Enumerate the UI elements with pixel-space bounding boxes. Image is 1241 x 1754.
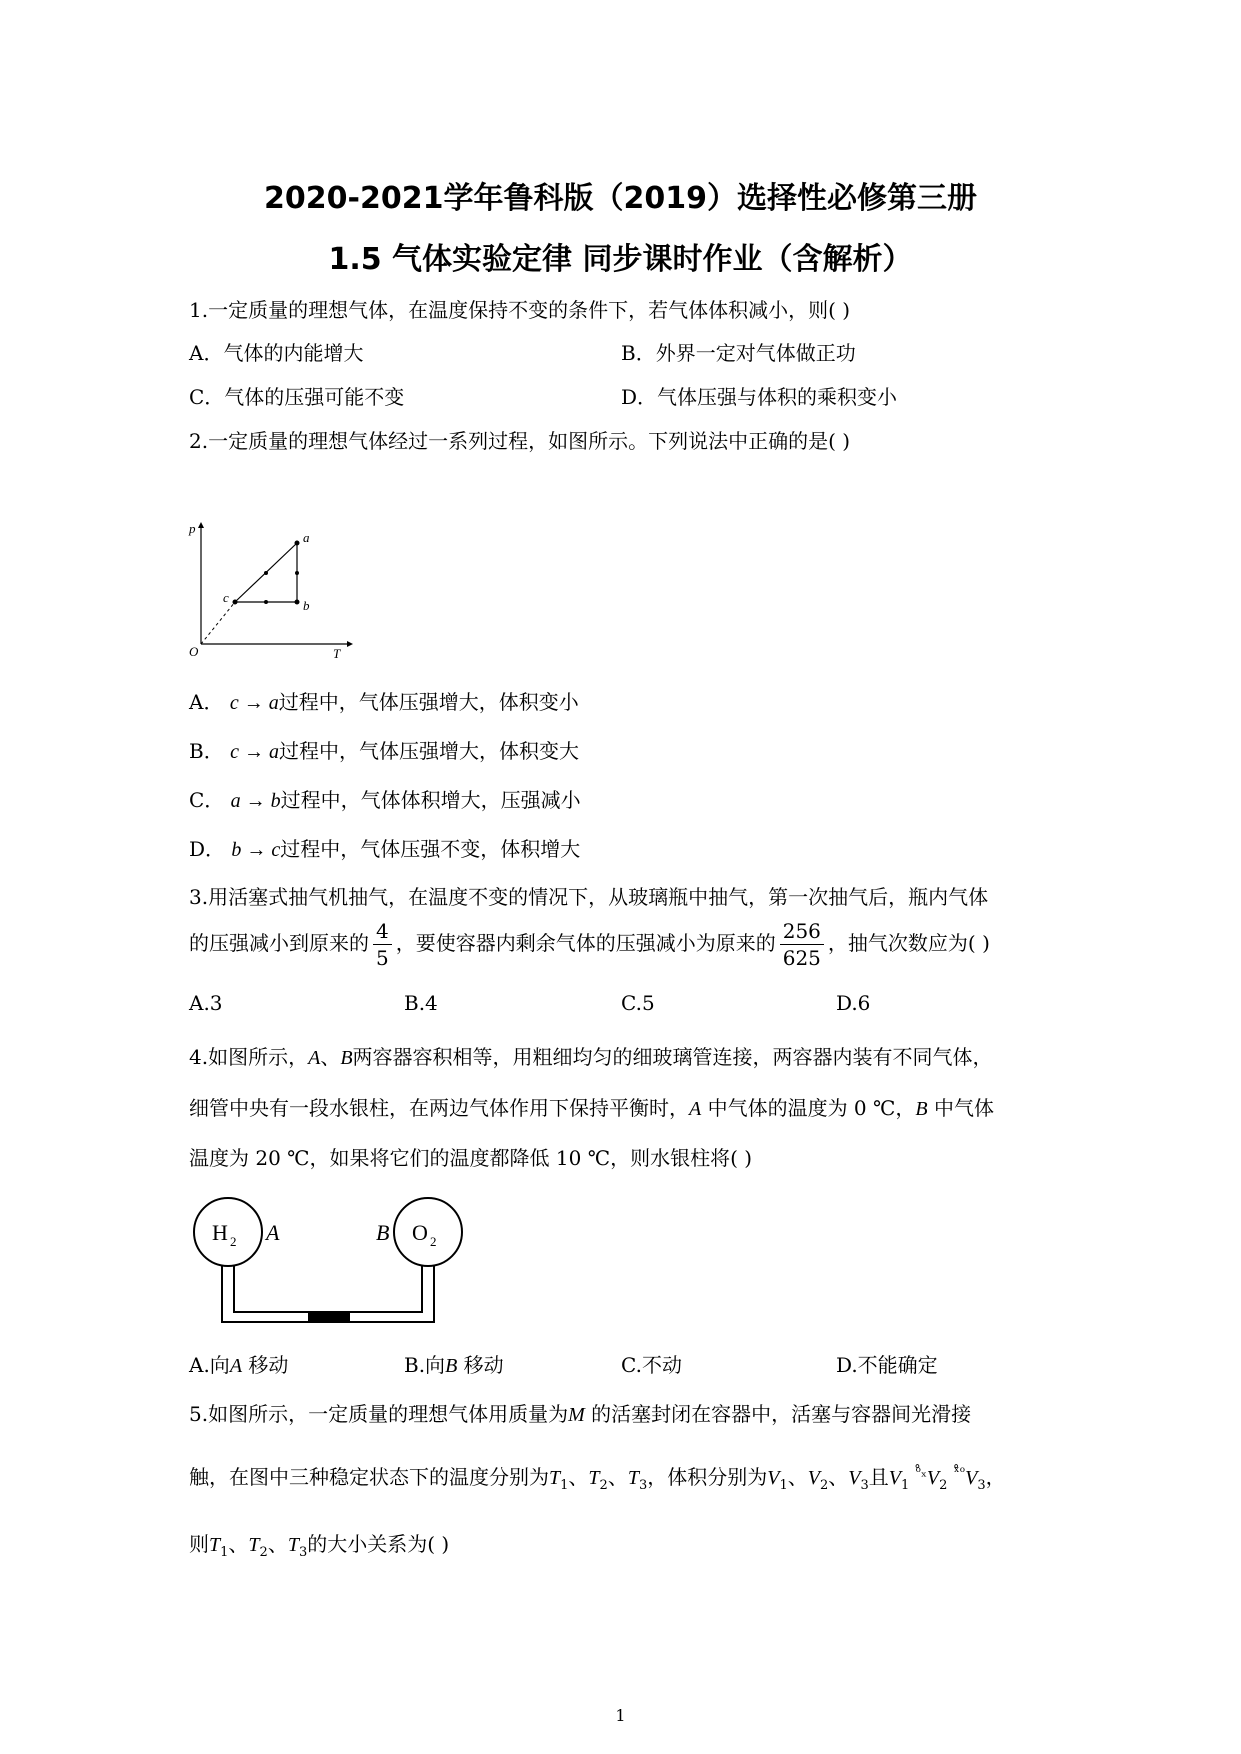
q4-option-a: A.向A 移动 [189, 1353, 289, 1377]
q2-point-a: a [303, 530, 310, 545]
q3-option-d: D.6 [836, 991, 871, 1015]
q3-line2: 的压强减小到原来的 $\frac{4}{5}$ ，要使容器内剩余气体的压强减小为原来的 $\frac{256}{625}$ ，抽气次数应为( ) [189, 919, 990, 970]
q1-option-c: C．气体的压强可能不变 [189, 385, 405, 409]
q3-option-a: A.3 [189, 991, 223, 1015]
q2-origin: O [189, 644, 199, 658]
q4-line1: 4.如图所示，A、B两容器容积相等，用粗细均匀的细玻璃管连接，两容器内装有不同气体， [189, 1045, 993, 1069]
q2-stem: 2.一定质量的理想气体经过一系列过程，如图所示。下列说法中正确的是( ) [189, 429, 851, 453]
q3-line1: 3.用活塞式抽气机抽气，在温度不变的情况下，从玻璃瓶中抽气，第一次抽气后，瓶内气体 [189, 885, 989, 909]
q2-option-c: C． a → b过程中，气体体积增大，压强减小 [189, 788, 581, 812]
q5-line2: 触，在图中三种稳定状态下的温度分别为$T_1$、$T_2$、$T_3$，体积分别为$V_1$、$V_2$、$V_3$且$V_1$ $^{ᵒ̊_x}V_2$ $^{ˣ̊ᵒ}V_3$， [189, 1464, 1006, 1493]
q4-left-gas-sub: 2 [230, 1234, 237, 1249]
q4-right-gas-sub: 2 [430, 1234, 437, 1249]
q4-option-d: D.不能确定 [836, 1353, 938, 1377]
q1-stem: 1.一定质量的理想气体，在温度保持不变的条件下，若气体体积减小，则( ) [189, 298, 851, 322]
q2-point-c: c [223, 590, 229, 605]
q2-option-d: D． b → c过程中，气体压强不变，体积增大 [189, 837, 581, 861]
q2-point-b: b [303, 598, 310, 613]
q2-option-a: A． c → a过程中，气体压强增大，体积变小 [189, 690, 579, 714]
q4-option-b: B.向B 移动 [404, 1353, 504, 1377]
page-number: 1 [615, 1706, 626, 1725]
q2-axis-p: p [189, 521, 196, 536]
doc-title-line1: 2020-2021学年鲁科版（2019）选择性必修第三册 [264, 181, 977, 216]
q2-option-b: B． c → a过程中，气体压强增大，体积变大 [189, 739, 579, 763]
q1-option-d: D．气体压强与体积的乘积变小 [621, 385, 898, 409]
q4-container-figure [186, 1192, 470, 1332]
q3-option-b: B.4 [404, 991, 438, 1015]
q4-left-gas: H [212, 1220, 228, 1245]
q5-relation-symbol-1: ᵒ̊ₓ [915, 1464, 927, 1481]
q4-option-c: C.不动 [621, 1353, 682, 1377]
q4-left-label: A [266, 1220, 280, 1245]
q4-right-gas: O [412, 1220, 428, 1245]
q4-line2: 细管中央有一段水银柱，在两边气体作用下保持平衡时，A 中气体的温度为 0 ℃，B 中气体 [189, 1096, 994, 1120]
q1-option-a: A．气体的内能增大 [189, 341, 364, 365]
q5-line1: 5.如图所示，一定质量的理想气体用质量为M 的活塞封闭在容器中，活塞与容器间光滑接 [189, 1402, 972, 1426]
q3-fraction-256-625: $\frac{256}{625}$ [780, 918, 824, 971]
q5-relation-symbol-2: ˣ̊ᵒ [953, 1464, 966, 1481]
q1-option-b: B．外界一定对气体做正功 [621, 341, 856, 365]
q4-right-label: B [376, 1220, 390, 1245]
q3-option-c: C.5 [621, 991, 655, 1015]
q4-line3: 温度为 20 ℃，如果将它们的温度都降低 10 ℃，则水银柱将( ) [189, 1146, 753, 1170]
q3-fraction-4-5: $\frac{4}{5}$ [373, 918, 392, 971]
q2-pt-graph [185, 518, 355, 658]
doc-title-line2: 1.5 气体实验定律 同步课时作业（含解析） [328, 242, 913, 277]
q5-line3: 则$T_1$、$T_2$、$T_3$的大小关系为( ) [189, 1532, 450, 1560]
q2-axis-t: T [333, 646, 341, 658]
